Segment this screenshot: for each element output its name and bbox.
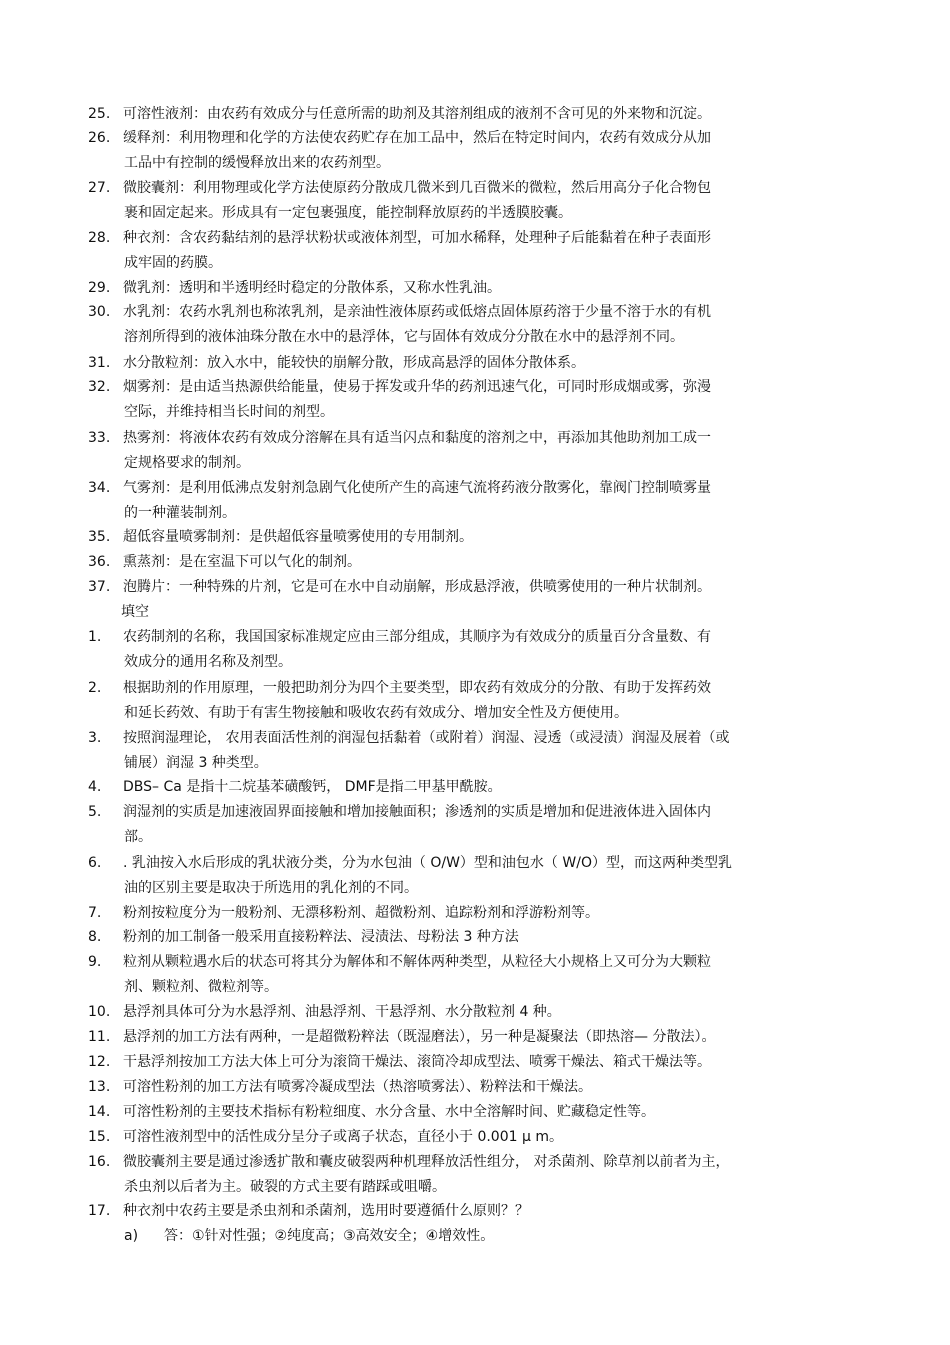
item-number: 14. [88,1104,111,1120]
definition-item [88,550,863,575]
item-number: 32. [88,379,111,395]
item-text: DBS– Ca 是指十二烷基苯磺酸钙， DMF是指二甲基甲酰胺。 [123,779,502,795]
fill-item [88,775,863,800]
answer-item [124,1224,494,1249]
item-text: 缓释剂：利用物理和化学的方法使农药贮存在加工品中，然后在特定时间内，农药有效成分从加 [123,130,711,146]
answer-text: 答：①针对性强；②纯度高；③高效安全；④增效性。 [164,1228,495,1244]
item-text: 粉剂的加工制备一般采用直接粉粹法、浸渍法、母粉法 3 种方法 [123,929,519,945]
item-text-continued: 效成分的通用名称及剂型。 [124,654,292,670]
definition-item [88,525,863,550]
item-text-continued: 部。 [124,829,152,845]
item-text: . 乳油按入水后形成的乳状液分类，分为水包油（ O/W）型和油包水（ W/O）型，而这两种类型乳 [123,855,732,871]
fill-item [88,1000,863,1025]
item-text: 可溶性粉剂的加工方法有喷雾冷凝成型法（热溶喷雾法）、粉粹法和干燥法。 [123,1079,592,1095]
answer-label: a) [124,1228,139,1244]
item-number: 28. [88,230,111,246]
item-text: 泡腾片：一种特殊的片剂，它是可在水中自动崩解，形成悬浮液，供喷雾使用的一种片状制剂。 [123,579,711,595]
item-number: 25. [88,106,111,122]
item-text-continued: 定规格要求的制剂。 [124,455,250,471]
item-text: 热雾剂：将液体农药有效成分溶解在具有适当闪点和黏度的溶剂之中，再添加其他助剂加工成一 [123,430,711,446]
item-text: 粒剂从颗粒遇水后的状态可将其分为解体和不解体两种类型，从粒径大小规格上又可分为大颗粒 [123,954,711,970]
fill-item [88,901,863,926]
item-text: 农药制剂的名称，我国国家标准规定应由三部分组成，其顺序为有效成分的质量百分含量数、有 [123,629,711,645]
item-number: 36. [88,554,111,570]
definition-item [88,426,863,476]
definition-item [88,300,863,350]
fill-item [88,726,863,776]
fill-item [88,1025,863,1050]
item-number: 10. [88,1004,111,1020]
item-number: 6. [88,855,102,871]
definition-item [88,476,863,526]
item-number: 7. [88,905,102,921]
definition-item [88,126,863,176]
item-text-continued: 空际，并维持相当长时间的剂型。 [124,404,334,420]
item-text: 种衣剂：含农药黏结剂的悬浮状粉状或液体剂型，可加水稀释，处理种子后能黏着在种子表面形 [123,230,711,246]
item-number: 17. [88,1203,111,1219]
item-text: 水乳剂：农药水乳剂也称浓乳剂，是亲油性液体原药或低熔点固体原药溶于少量不溶于水的有机 [123,304,711,320]
item-text: 水分散粒剂：放入水中，能较快的崩解分散，形成高悬浮的固体分散体系。 [123,355,585,371]
item-number: 37. [88,579,111,595]
definition-item [88,375,863,425]
item-number: 27. [88,180,111,196]
item-number: 30. [88,304,111,320]
item-text: 粉剂按粒度分为一般粉剂、无漂移粉剂、超微粉剂、追踪粉剂和浮游粉剂等。 [123,905,599,921]
item-text-continued: 溶剂所得到的液体油珠分散在水中的悬浮体，它与固体有效成分分散在水中的悬浮剂不同。 [124,329,684,345]
item-number: 5. [88,804,102,820]
item-text: 微胶囊剂：利用物理或化学方法使原药分散成几微米到几百微米的微粒，然后用高分子化合物包 [123,180,711,196]
item-text: 按照润湿理论， 农用表面活性剂的润湿包括黏着（或附着）润湿、浸透（或浸渍）润湿及展着（或 [123,730,730,746]
item-number: 1. [88,629,102,645]
item-number: 35. [88,529,111,545]
item-number: 11. [88,1029,111,1045]
item-number: 31. [88,355,111,371]
item-text: 可溶性液剂型中的活性成分呈分子或离子状态，直径小于 0.001 μ m。 [123,1129,563,1145]
fill-item [88,1150,863,1200]
item-text: 可溶性液剂：由农药有效成分与任意所需的助剂及其溶剂组成的液剂不含可见的外来物和沉淀。 [123,106,711,122]
item-text: 烟雾剂：是由适当热源供给能量，使易于挥发或升华的药剂迅速气化，可同时形成烟或雾，弥漫 [123,379,711,395]
definition-item [88,102,863,127]
item-number: 8. [88,929,102,945]
item-text: 可溶性粉剂的主要技术指标有粉粒细度、水分含量、水中全溶解时间、贮藏稳定性等。 [123,1104,655,1120]
item-text: 悬浮剂具体可分为水悬浮剂、油悬浮剂、干悬浮剂、水分散粒剂 4 种。 [123,1004,561,1020]
fill-item [88,1075,863,1100]
item-number: 26. [88,130,111,146]
fill-item [88,851,863,901]
item-text: 种衣剂中农药主要是杀虫剂和杀菌剂，选用时要遵循什么原则？？ [123,1203,529,1219]
item-number: 33. [88,430,111,446]
definition-item [88,351,863,376]
definition-item [88,226,863,276]
item-number: 12. [88,1054,111,1070]
item-number: 16. [88,1154,111,1170]
fill-item [88,1199,863,1224]
item-text: 微乳剂：透明和半透明经时稳定的分散体系，又称水性乳油。 [123,280,501,296]
item-text-continued: 工品中有控制的缓慢释放出来的农药剂型。 [124,155,390,171]
definition-item [88,176,863,226]
item-text: 熏蒸剂：是在室温下可以气化的制剂。 [123,554,361,570]
item-text-continued: 成牢固的药膜。 [124,255,222,271]
fill-item [88,1100,863,1125]
definition-item [88,276,863,301]
fill-item [88,925,863,950]
item-number: 9. [88,954,102,970]
item-number: 2. [88,680,102,696]
item-text-continued: 剂、颗粒剂、微粒剂等。 [124,979,278,995]
item-text: 超低容量喷雾制剂：是供超低容量喷雾使用的专用制剂。 [123,529,473,545]
definition-item [88,575,863,600]
fill-item [88,1050,863,1075]
fill-item [88,950,863,1000]
item-text: 微胶囊剂主要是通过渗透扩散和囊皮破裂两种机理释放活性组分， 对杀菌剂、除草剂以前者为主， [123,1154,730,1170]
fill-item [88,625,863,675]
item-text: 干悬浮剂按加工方法大体上可分为滚筒干燥法、滚筒冷却成型法、喷雾干燥法、箱式干燥法等。 [123,1054,711,1070]
section-heading: 填空 [121,604,149,620]
item-text-continued: 和延长药效、有助于有害生物接触和吸收农药有效成分、增加安全性及方便使用。 [124,705,628,721]
item-number: 4. [88,779,102,795]
item-number: 3. [88,730,102,746]
item-number: 34. [88,480,111,496]
item-text: 气雾剂：是利用低沸点发射剂急剧气化使所产生的高速气流将药液分散雾化，靠阀门控制喷雾量 [123,480,711,496]
item-text: 悬浮剂的加工方法有两种，一是超微粉粹法（既湿磨法），另一种是凝聚法（即热溶— 分散法）。 [123,1029,716,1045]
item-text-continued: 裹和固定起来。形成具有一定包裹强度，能控制释放原药的半透膜胶囊。 [124,205,572,221]
fill-item [88,1125,863,1150]
item-text-continued: 铺展）润湿 3 种类型。 [124,755,268,771]
item-number: 15. [88,1129,111,1145]
item-text: 润湿剂的实质是加速液固界面接触和增加接触面积；渗透剂的实质是增加和促进液体进入固体内 [123,804,711,820]
item-text-continued: 油的区别主要是取决于所选用的乳化剂的不同。 [124,880,418,896]
item-number: 29. [88,280,111,296]
item-text-continued: 杀虫剂以后者为主。破裂的方式主要有踏踩或咀嚼。 [124,1179,446,1195]
item-text: 根据助剂的作用原理，一般把助剂分为四个主要类型，即农药有效成分的分散、有助于发挥药效 [123,680,711,696]
fill-item [88,676,863,726]
fill-item [88,800,863,850]
item-text-continued: 的一种灌装制剂。 [124,505,236,521]
item-number: 13. [88,1079,111,1095]
